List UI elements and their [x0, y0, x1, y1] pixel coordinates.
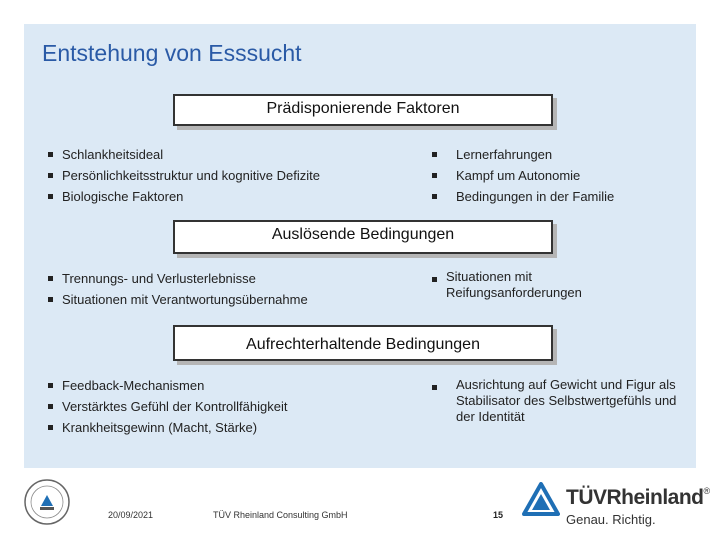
list-item: Feedback-Mechanismen [48, 375, 287, 396]
footer-company: TÜV Rheinland Consulting GmbH [213, 510, 348, 520]
list-item: Trennungs- und Verlusterlebnisse [48, 268, 308, 289]
list-item: Persönlichkeitsstruktur und kognitive Defizite [48, 165, 320, 186]
list-item: Verstärktes Gefühl der Kontrollfähigkeit [48, 396, 287, 417]
footer-date: 20/09/2021 [108, 510, 154, 520]
list-aufrechterhaltend-left [48, 375, 287, 438]
list-praedisponierend-right [432, 144, 614, 207]
list-item: Situationen mit Verantwortungsübernahme [48, 289, 308, 310]
list-item: Bedingungen in der Familie [432, 186, 614, 207]
list-ausloesend-right [432, 269, 622, 301]
section-heading-praedisponierend [173, 94, 553, 126]
list-praedisponierend-left [48, 144, 320, 207]
tuv-brand-name [566, 486, 710, 510]
tuv-triangle-logo-icon [522, 482, 560, 516]
list-item: Krankheitsgewinn (Macht, Stärke) [48, 417, 287, 438]
slide-title: Entstehung von Esssucht [42, 40, 302, 66]
list-item: Kampf um Autonomie [432, 165, 614, 186]
list-item: Schlankheitsideal [48, 144, 320, 165]
section-heading-label: Prädisponierende Faktoren [266, 100, 460, 117]
list-aufrechterhaltend-right [432, 377, 692, 425]
section-heading-label: Auslösende Bedingungen [271, 226, 455, 243]
brand-text: TÜVRheinland [566, 486, 704, 509]
list-ausloesend-left [48, 268, 308, 310]
list-item: Situationen mit Reifungsanforderungen [432, 269, 622, 301]
section-heading-label: Aufrechterhaltende Bedingungen [246, 336, 480, 353]
list-item: Ausrichtung auf Gewicht und Figur als Stabilisator des Selbstwertgefühls und der Identität [432, 377, 692, 425]
list-item: Biologische Faktoren [48, 186, 320, 207]
section-heading-ausloesend [173, 220, 553, 254]
list-item: Lernerfahrungen [432, 144, 614, 165]
certification-seal-icon [23, 478, 71, 526]
section-heading-aufrechterhaltend [173, 325, 553, 361]
registered-mark: ® [703, 486, 710, 496]
tuv-slogan: Genau. Richtig. [566, 512, 656, 527]
page-number: 15 [493, 510, 504, 520]
